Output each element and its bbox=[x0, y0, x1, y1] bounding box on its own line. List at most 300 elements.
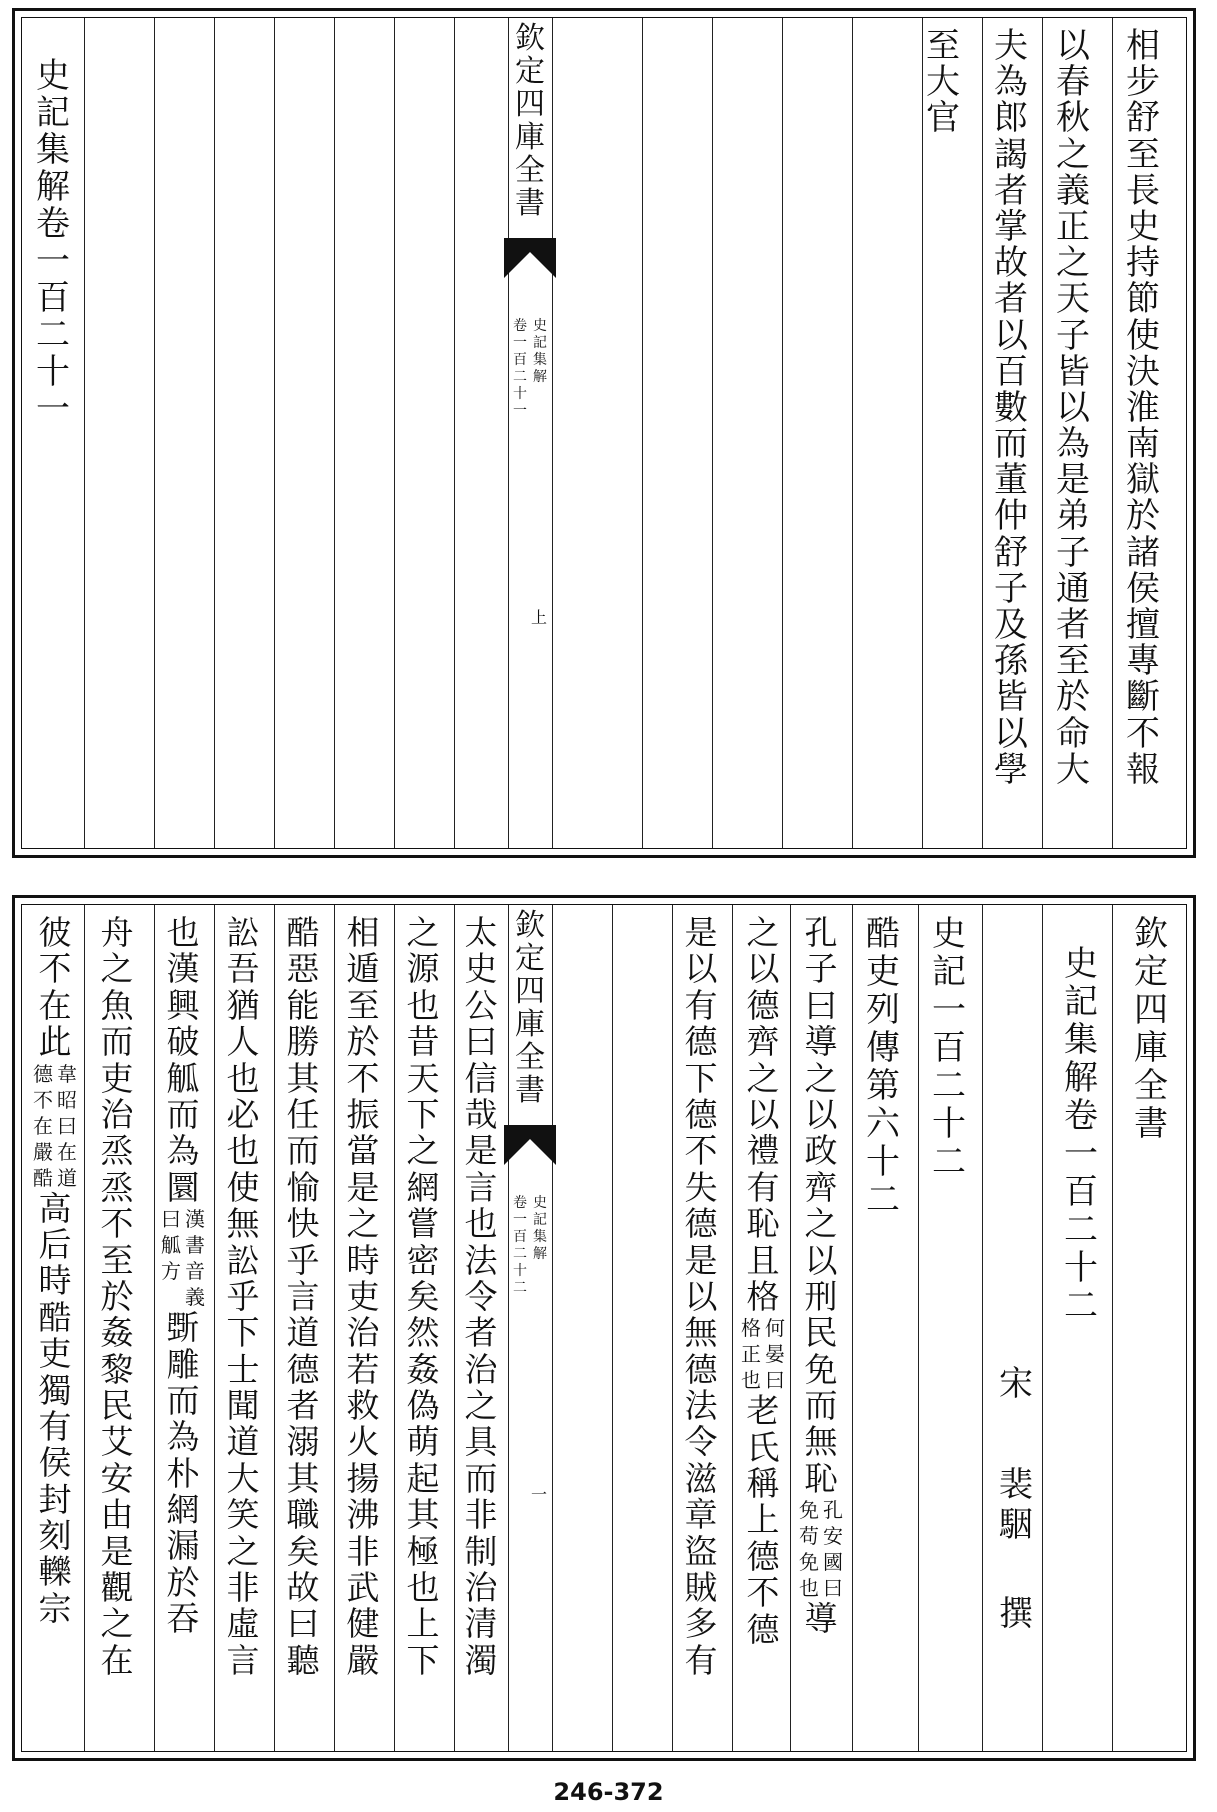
glyph: 不 bbox=[100, 1204, 134, 1244]
book-title bbox=[1052, 945, 1110, 1325]
commentary-line bbox=[823, 1497, 843, 1601]
glyph: 漢 bbox=[185, 1207, 205, 1232]
glyph: 曰 bbox=[823, 1576, 843, 1601]
glyph: 網 bbox=[166, 1490, 200, 1530]
glyph: 氏 bbox=[746, 1427, 780, 1467]
upper-leaf bbox=[0, 0, 1217, 870]
glyph: 四 bbox=[515, 974, 545, 1009]
glyph: 百 bbox=[932, 1028, 966, 1068]
glyph: 無 bbox=[684, 1313, 718, 1353]
glyph: 圜 bbox=[166, 1167, 200, 1207]
glyph: 於 bbox=[1126, 496, 1160, 537]
glyph: 猶 bbox=[226, 985, 260, 1025]
glyph: 刑 bbox=[804, 1276, 838, 1316]
glyph: 以 bbox=[746, 1094, 780, 1134]
glyph: 道 bbox=[226, 1422, 260, 1462]
column-rule bbox=[922, 18, 923, 848]
glyph: 十 bbox=[36, 352, 70, 392]
glyph: 郎 bbox=[994, 98, 1028, 139]
column-rule bbox=[642, 18, 643, 848]
glyph: 烝 bbox=[100, 1167, 134, 1207]
text-column-3 bbox=[982, 28, 1040, 788]
glyph: 一 bbox=[36, 389, 70, 429]
commentary-note bbox=[161, 1206, 205, 1310]
glyph: 子 bbox=[804, 949, 838, 989]
glyph: 曰 bbox=[804, 985, 838, 1025]
glyph: 者 bbox=[464, 1313, 498, 1353]
glyph: 至 bbox=[1056, 641, 1090, 682]
glyph: 官 bbox=[926, 98, 960, 139]
glyph: 是 bbox=[684, 913, 718, 952]
glyph: 解 bbox=[1064, 1058, 1098, 1098]
glyph: 姦 bbox=[100, 1313, 134, 1353]
glyph: 至 bbox=[926, 26, 960, 66]
glyph: 遁 bbox=[346, 949, 380, 989]
glyph: 在 bbox=[100, 1640, 134, 1680]
glyph: 法 bbox=[684, 1386, 718, 1426]
glyph: 無 bbox=[226, 1204, 260, 1244]
glyph: 二 bbox=[513, 1246, 527, 1262]
glyph: 使 bbox=[1126, 315, 1160, 356]
glyph: 安 bbox=[823, 1524, 843, 1549]
glyph: 集 bbox=[1064, 1020, 1098, 1060]
glyph: 之 bbox=[100, 949, 134, 989]
glyph: 解 bbox=[36, 167, 70, 207]
commentary-line bbox=[161, 1206, 181, 1310]
glyph: 曰 bbox=[57, 1113, 77, 1138]
glyph: 必 bbox=[226, 1094, 260, 1134]
glyph: 公 bbox=[464, 985, 498, 1025]
glyph: 而 bbox=[166, 1094, 200, 1134]
glyph: 集 bbox=[533, 1229, 547, 1245]
glyph: 之 bbox=[1056, 134, 1090, 175]
glyph: 酷 bbox=[286, 913, 320, 952]
page-number-footer: 246-372 bbox=[553, 1778, 664, 1806]
glyph: 嚴 bbox=[346, 1640, 380, 1680]
body-column-left-7 bbox=[88, 915, 146, 1679]
glyph: 皆 bbox=[994, 677, 1028, 718]
glyph: 相 bbox=[346, 913, 380, 952]
center-volume bbox=[510, 318, 530, 420]
glyph: 天 bbox=[1056, 279, 1090, 320]
glyph: 且 bbox=[746, 1240, 780, 1280]
glyph: 定 bbox=[1134, 952, 1168, 992]
glyph: 賊 bbox=[684, 1568, 718, 1608]
glyph: 音 bbox=[185, 1259, 205, 1284]
column-rule bbox=[852, 18, 853, 848]
glyph: 免 bbox=[804, 1349, 838, 1389]
glyph: 觀 bbox=[100, 1568, 134, 1608]
glyph: 下 bbox=[406, 1094, 440, 1134]
glyph: 時 bbox=[38, 1261, 72, 1301]
glyph: 之 bbox=[804, 1058, 838, 1098]
glyph: 非 bbox=[346, 1531, 380, 1571]
glyph: 及 bbox=[994, 605, 1028, 645]
glyph: 快 bbox=[286, 1204, 320, 1244]
glyph: 酷 bbox=[33, 1165, 53, 1190]
glyph: 夫 bbox=[994, 26, 1028, 66]
fishtail-mark-icon bbox=[504, 238, 556, 278]
glyph: 史 bbox=[1064, 944, 1098, 984]
glyph: 吏 bbox=[100, 1058, 134, 1098]
glyph: 於 bbox=[166, 1562, 200, 1602]
glyph: 無 bbox=[804, 1422, 838, 1462]
glyph: 漏 bbox=[166, 1526, 200, 1566]
glyph: 當 bbox=[346, 1131, 380, 1171]
glyph: 侯 bbox=[38, 1443, 72, 1483]
glyph: 仲 bbox=[994, 496, 1028, 537]
glyph: 其 bbox=[286, 1458, 320, 1498]
glyph: 之 bbox=[100, 1604, 134, 1644]
glyph: 而 bbox=[804, 1386, 838, 1426]
glyph: 起 bbox=[406, 1458, 440, 1498]
glyph: 其 bbox=[406, 1495, 440, 1535]
glyph: 決 bbox=[1126, 351, 1160, 392]
glyph: 此 bbox=[38, 1022, 72, 1062]
glyph: 苟 bbox=[799, 1524, 819, 1549]
glyph: 命 bbox=[1056, 713, 1090, 754]
glyph: 德 bbox=[684, 1204, 718, 1244]
glyph: 訟 bbox=[226, 1240, 260, 1280]
glyph: 德 bbox=[746, 985, 780, 1025]
glyph: 謁 bbox=[994, 134, 1028, 175]
glyph: 治 bbox=[464, 1568, 498, 1608]
glyph: 而 bbox=[994, 424, 1028, 465]
glyph: 恥 bbox=[804, 1458, 838, 1498]
glyph: 擅 bbox=[1126, 605, 1160, 645]
glyph: 皆 bbox=[1056, 351, 1090, 392]
author-role bbox=[988, 1595, 1044, 1633]
glyph: 之 bbox=[746, 913, 780, 952]
glyph: 聞 bbox=[226, 1386, 260, 1426]
glyph: 大 bbox=[226, 1458, 260, 1498]
glyph: 十 bbox=[866, 1142, 900, 1182]
glyph: 老 bbox=[746, 1391, 780, 1431]
glyph: 正 bbox=[741, 1342, 761, 1367]
glyph: 書 bbox=[515, 1073, 545, 1108]
commentary-line bbox=[33, 1061, 53, 1191]
glyph: 任 bbox=[286, 1094, 320, 1134]
text-column-1 bbox=[1114, 28, 1172, 788]
glyph: 網 bbox=[406, 1167, 440, 1207]
glyph: 有 bbox=[684, 985, 718, 1025]
center-title bbox=[508, 909, 552, 1107]
glyph: 四 bbox=[515, 87, 545, 122]
glyph: 上 bbox=[530, 608, 547, 627]
glyph: 一 bbox=[513, 403, 527, 419]
glyph: 萌 bbox=[406, 1422, 440, 1462]
glyph: 不 bbox=[1126, 713, 1160, 754]
glyph: 庫 bbox=[515, 1007, 545, 1042]
glyph: 之 bbox=[346, 1204, 380, 1244]
body-column-right-1 bbox=[792, 915, 850, 1638]
author-dynasty bbox=[988, 1365, 1044, 1403]
commentary-line bbox=[741, 1315, 761, 1393]
glyph: 是 bbox=[684, 1240, 718, 1280]
glyph: 二 bbox=[1064, 1286, 1098, 1326]
glyph: 至 bbox=[1126, 134, 1160, 175]
glyph: 健 bbox=[346, 1604, 380, 1644]
lower-leaf-inner-frame bbox=[21, 904, 1187, 1752]
glyph: 卷 bbox=[513, 1195, 527, 1211]
glyph: 酷 bbox=[38, 1297, 72, 1337]
glyph: 非 bbox=[464, 1495, 498, 1535]
glyph: 方 bbox=[161, 1259, 181, 1284]
glyph: 集 bbox=[533, 352, 547, 368]
glyph: 偽 bbox=[406, 1386, 440, 1426]
glyph: 免 bbox=[799, 1498, 819, 1523]
glyph: 數 bbox=[994, 387, 1028, 428]
glyph: 六 bbox=[866, 1104, 900, 1144]
glyph: 訟 bbox=[226, 913, 260, 952]
body-column-left-5 bbox=[214, 915, 272, 1679]
glyph: 虛 bbox=[226, 1604, 260, 1644]
glyph: 吾 bbox=[226, 949, 260, 989]
glyph: 之 bbox=[226, 1531, 260, 1571]
glyph: 以 bbox=[1056, 387, 1090, 428]
glyph: 有 bbox=[746, 1167, 780, 1207]
glyph: 之 bbox=[804, 1204, 838, 1244]
glyph: 勝 bbox=[286, 1022, 320, 1062]
glyph: 史 bbox=[932, 914, 966, 954]
glyph: 民 bbox=[100, 1386, 134, 1426]
column-rule bbox=[84, 18, 85, 848]
glyph: 密 bbox=[406, 1240, 440, 1280]
glyph: 書 bbox=[515, 186, 545, 221]
column-rule bbox=[732, 905, 733, 1751]
glyph: 昔 bbox=[406, 1022, 440, 1062]
glyph: 道 bbox=[286, 1313, 320, 1353]
glyph: 子 bbox=[1056, 532, 1090, 573]
glyph: 魚 bbox=[100, 985, 134, 1025]
glyph: 道 bbox=[57, 1165, 77, 1190]
glyph: 愉 bbox=[286, 1167, 320, 1207]
glyph: 有 bbox=[684, 1640, 718, 1680]
column-rule bbox=[918, 905, 919, 1751]
glyph: 大 bbox=[926, 62, 960, 103]
glyph: 吏 bbox=[346, 1276, 380, 1316]
glyph: 后 bbox=[38, 1224, 72, 1264]
column-rule bbox=[154, 18, 155, 848]
glyph: 曰 bbox=[765, 1368, 785, 1393]
column-rule bbox=[454, 18, 455, 848]
glyph: 乎 bbox=[226, 1276, 260, 1316]
glyph: 轢 bbox=[38, 1552, 72, 1592]
glyph: 之 bbox=[1056, 243, 1090, 284]
glyph: 定 bbox=[515, 941, 545, 976]
glyph: 一 bbox=[513, 335, 527, 351]
glyph: 政 bbox=[804, 1131, 838, 1171]
column-rule bbox=[552, 18, 553, 848]
glyph: 德 bbox=[746, 1609, 780, 1649]
glyph: 信 bbox=[464, 1058, 498, 1098]
glyph: 十 bbox=[513, 386, 527, 402]
glyph: 章 bbox=[684, 1495, 718, 1535]
glyph: 二 bbox=[932, 1066, 966, 1106]
glyph: 故 bbox=[994, 243, 1028, 284]
glyph: 一 bbox=[530, 1485, 547, 1504]
glyph: 卷 bbox=[36, 204, 70, 244]
glyph: 在 bbox=[38, 985, 72, 1025]
glyph: 德 bbox=[684, 1022, 718, 1062]
glyph: 記 bbox=[36, 93, 70, 133]
glyph: 漢 bbox=[166, 949, 200, 989]
glyph: 以 bbox=[1056, 26, 1090, 66]
glyph: 列 bbox=[866, 990, 900, 1030]
glyph: 吏 bbox=[38, 1334, 72, 1374]
glyph: 記 bbox=[1064, 982, 1098, 1022]
glyph: 破 bbox=[166, 1022, 200, 1062]
glyph: 導 bbox=[804, 1022, 838, 1062]
glyph: 獄 bbox=[1126, 460, 1160, 501]
glyph: 制 bbox=[464, 1531, 498, 1571]
column-rule bbox=[394, 18, 395, 848]
glyph: 黎 bbox=[100, 1349, 134, 1389]
glyph: 正 bbox=[1056, 206, 1090, 247]
glyph: 在 bbox=[33, 1113, 53, 1138]
glyph: 之 bbox=[406, 913, 440, 952]
glyph: 也 bbox=[406, 985, 440, 1025]
center-volume bbox=[510, 1195, 530, 1297]
glyph: 武 bbox=[346, 1568, 380, 1608]
glyph: 具 bbox=[464, 1422, 498, 1462]
glyph: 弟 bbox=[1056, 496, 1090, 537]
glyph: 四 bbox=[1134, 990, 1168, 1030]
column-rule bbox=[334, 18, 335, 848]
glyph: 是 bbox=[100, 1531, 134, 1571]
glyph: 也 bbox=[406, 1568, 440, 1608]
glyph: 高 bbox=[38, 1188, 72, 1228]
glyph: 以 bbox=[804, 1240, 838, 1280]
glyph: 全 bbox=[1134, 1066, 1168, 1106]
glyph: 節 bbox=[1126, 279, 1160, 320]
commentary-line bbox=[57, 1061, 77, 1191]
glyph: 於 bbox=[346, 1022, 380, 1062]
glyph: 一 bbox=[513, 1212, 527, 1228]
glyph: 不 bbox=[38, 949, 72, 989]
glyph: 言 bbox=[226, 1640, 260, 1680]
glyph: 於 bbox=[100, 1276, 134, 1316]
glyph: 非 bbox=[226, 1568, 260, 1608]
glyph: 庫 bbox=[1134, 1028, 1168, 1068]
glyph: 史 bbox=[1126, 206, 1160, 247]
glyph: 十 bbox=[1064, 1248, 1098, 1288]
glyph: 孫 bbox=[994, 641, 1028, 682]
commentary-line bbox=[765, 1315, 785, 1393]
glyph: 韋 bbox=[57, 1061, 77, 1086]
glyph: 全 bbox=[515, 1040, 545, 1075]
glyph: 二 bbox=[932, 1142, 966, 1182]
body-column-right-2 bbox=[734, 915, 792, 1648]
glyph: 為 bbox=[1056, 424, 1090, 465]
column-rule bbox=[612, 905, 613, 1751]
glyph: 姦 bbox=[406, 1349, 440, 1389]
glyph: 若 bbox=[346, 1349, 380, 1389]
glyph: 以 bbox=[994, 315, 1028, 356]
glyph: 至 bbox=[100, 1240, 134, 1280]
glyph: 德 bbox=[286, 1349, 320, 1389]
glyph: 也 bbox=[741, 1368, 761, 1393]
glyph: 記 bbox=[533, 335, 547, 351]
glyph: 德 bbox=[33, 1061, 53, 1086]
glyph: 國 bbox=[823, 1550, 843, 1575]
glyph: 不 bbox=[33, 1087, 53, 1112]
center-book-name bbox=[530, 318, 550, 386]
glyph: 格 bbox=[746, 1276, 780, 1316]
glyph: 之 bbox=[406, 1131, 440, 1171]
author-name bbox=[988, 1465, 1044, 1545]
glyph: 不 bbox=[746, 1573, 780, 1613]
glyph: 義 bbox=[1056, 170, 1090, 211]
glyph: 以 bbox=[684, 1276, 718, 1316]
glyph: 步 bbox=[1126, 62, 1160, 103]
glyph: 能 bbox=[286, 985, 320, 1025]
column-rule bbox=[84, 905, 85, 1751]
glyph: 全 bbox=[515, 153, 545, 188]
glyph: 在 bbox=[57, 1139, 77, 1164]
glyph: 諸 bbox=[1126, 532, 1160, 573]
glyph: 時 bbox=[346, 1240, 380, 1280]
upper-leaf-inner-frame bbox=[21, 17, 1187, 849]
body-column-right-3 bbox=[672, 915, 730, 1679]
upper-leaf-border bbox=[12, 8, 1196, 858]
glyph: 庫 bbox=[515, 120, 545, 155]
glyph: 於 bbox=[1056, 677, 1090, 718]
glyph: 也 bbox=[799, 1576, 819, 1601]
glyph: 二 bbox=[866, 1180, 900, 1220]
glyph: 上 bbox=[746, 1500, 780, 1540]
column-rule bbox=[782, 18, 783, 848]
glyph: 史 bbox=[533, 318, 547, 334]
glyph: 史 bbox=[533, 1195, 547, 1211]
glyph: 書 bbox=[185, 1233, 205, 1258]
glyph: 免 bbox=[799, 1550, 819, 1575]
glyph: 天 bbox=[406, 1058, 440, 1098]
body-column-left-2 bbox=[394, 915, 452, 1679]
glyph: 下 bbox=[406, 1640, 440, 1680]
column-rule bbox=[274, 18, 275, 848]
glyph: 子 bbox=[994, 568, 1028, 609]
glyph: 格 bbox=[741, 1316, 761, 1341]
glyph: 安 bbox=[100, 1458, 134, 1498]
glyph: 之 bbox=[464, 1386, 498, 1426]
glyph: 哉 bbox=[464, 1094, 498, 1134]
glyph: 義 bbox=[185, 1285, 205, 1310]
glyph: 春 bbox=[1056, 62, 1090, 103]
column-rule bbox=[1042, 18, 1043, 848]
glyph: 侯 bbox=[1126, 568, 1160, 609]
glyph: 秋 bbox=[1056, 98, 1090, 139]
body-column-left-1 bbox=[452, 915, 510, 1679]
glyph: 而 bbox=[100, 1022, 134, 1062]
glyph: 曰 bbox=[464, 1022, 498, 1062]
glyph: 滋 bbox=[684, 1458, 718, 1498]
glyph: 士 bbox=[226, 1349, 260, 1389]
chapter-title bbox=[854, 915, 912, 1219]
glyph: 相 bbox=[1126, 26, 1160, 66]
glyph: 解 bbox=[533, 1246, 547, 1262]
glyph: 法 bbox=[464, 1240, 498, 1280]
glyph: 者 bbox=[994, 170, 1028, 211]
glyph: 以 bbox=[804, 1094, 838, 1134]
commentary-note bbox=[741, 1315, 785, 1393]
column-rule bbox=[214, 18, 215, 848]
glyph: 人 bbox=[226, 1022, 260, 1062]
center-leaf-number bbox=[528, 1485, 550, 1505]
glyph: 宗 bbox=[38, 1588, 72, 1628]
glyph: 雕 bbox=[166, 1344, 200, 1384]
lower-leaf-border bbox=[12, 895, 1196, 1761]
